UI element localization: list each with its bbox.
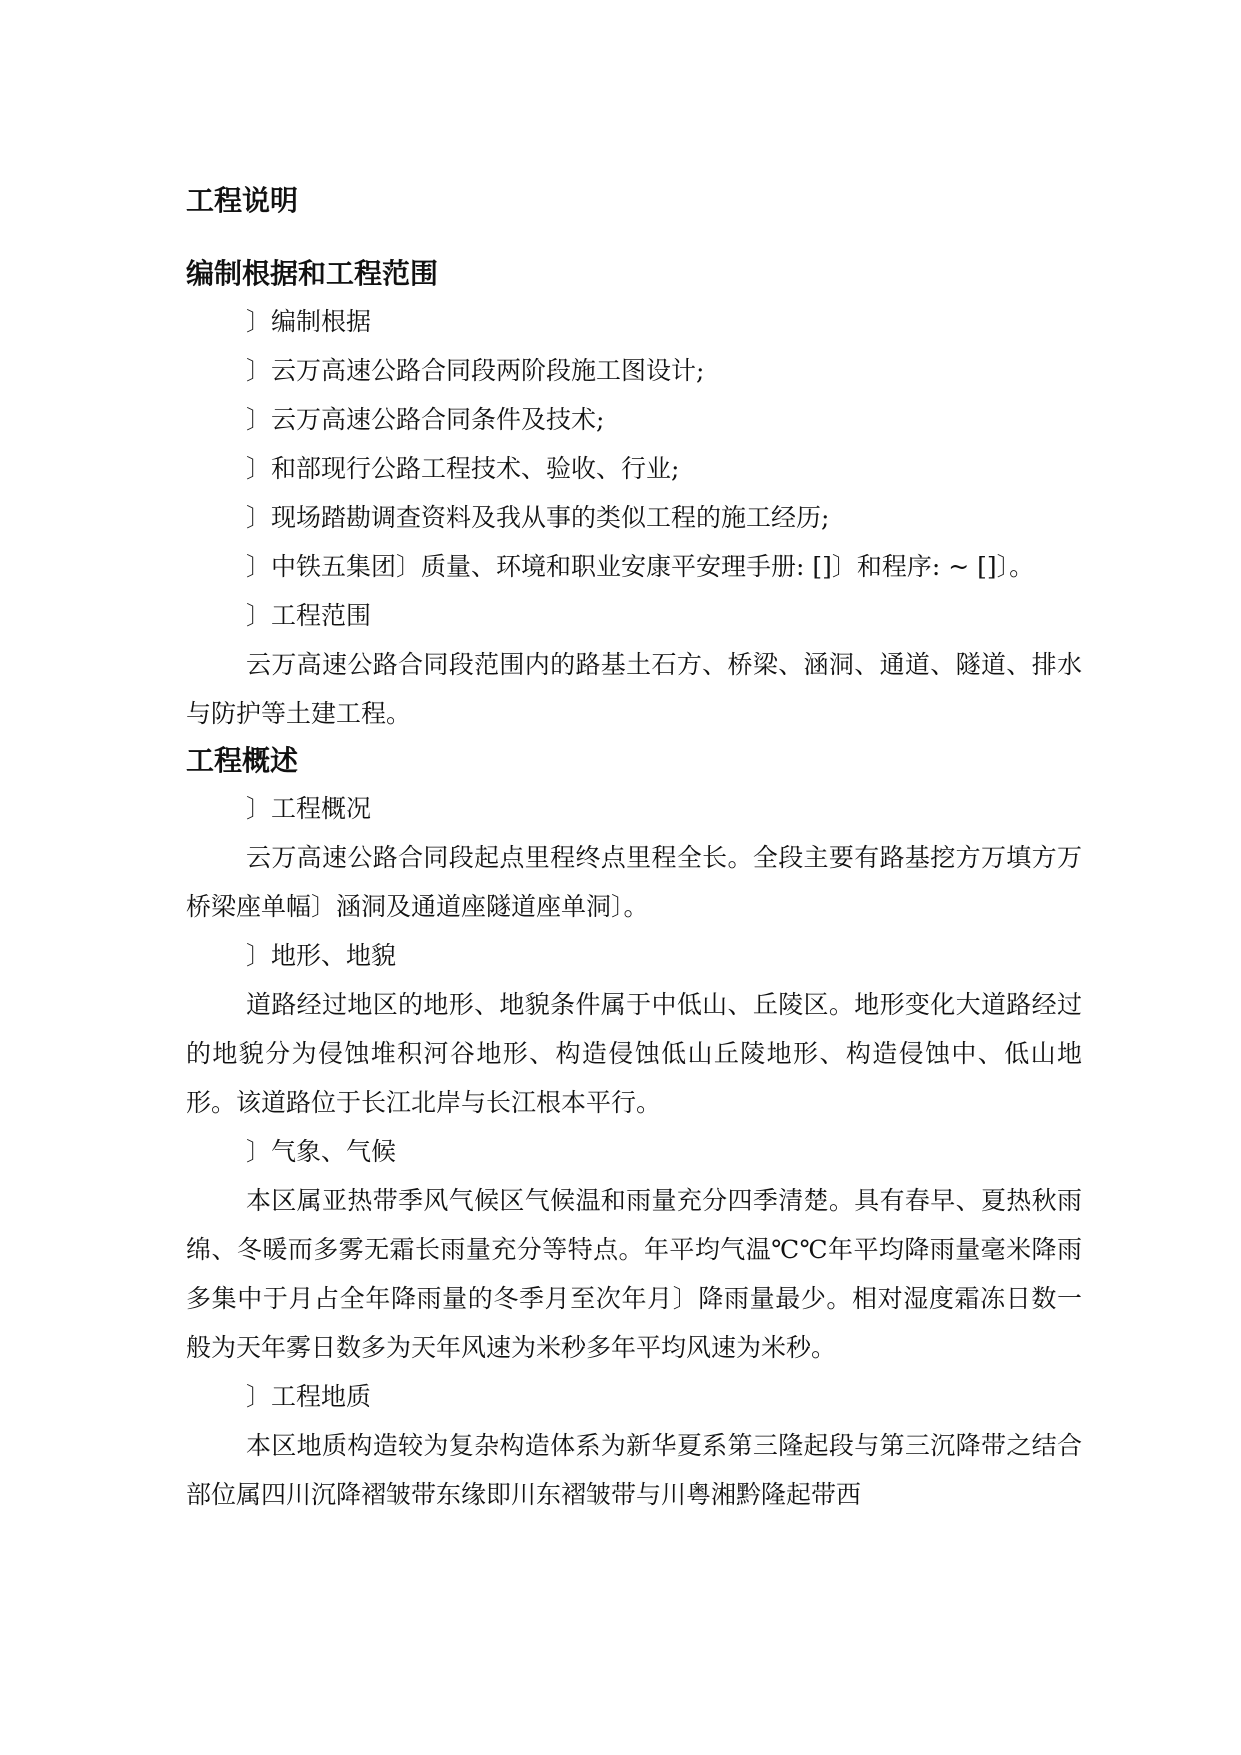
list-item: 〕云万高速公路合同段两阶段施工图设计; [246, 356, 705, 385]
document-body [186, 178, 1082, 1519]
list-item: 〕云万高速公路合同条件及技术; [246, 405, 605, 434]
list-item: 〕地形、地貌 [246, 941, 397, 970]
list-item: 〕现场踏勘调查资料及我从事的类似工程的施工经历; [246, 503, 830, 532]
list-item: 〕工程概况 [246, 794, 372, 823]
list-item: 〕气象、气候 [246, 1137, 397, 1166]
section-heading: 编制根据和工程范围 [186, 257, 439, 290]
list-item: 〕编制根据 [246, 307, 372, 336]
paragraph: 〕中铁五集团〕质量、环境和职业安康平安理手册: []〕和程序: ~ []〕。 [246, 552, 1035, 581]
paragraph: 本区属亚热带季风气候区气候温和雨量充分四季清楚。具有春早、夏热秋雨绵、冬暖而多雾无霜长雨量充分等特点。年平均气温℃℃年平均降雨量毫米降雨多集中于月占全年降雨量的冬季月至次年月〕降雨量最少。相对湿度霜冻日数一般为天年雾日数多为天年风速为米秒多年平均风速为米秒。 [186, 1186, 1082, 1362]
paragraph: 本区地质构造较为复杂构造体系为新华夏系第三隆起段与第三沉降带之结合部位属四川沉降褶皱带东缘即川东褶皱带与川粤湘黔隆起带西 [186, 1431, 1082, 1509]
paragraph: 道路经过地区的地形、地貌条件属于中低山、丘陵区。地形变化大道路经过的地貌分为侵蚀堆积河谷地形、构造侵蚀低山丘陵地形、构造侵蚀中、低山地形。该道路位于长江北岸与长江根本平行。 [186, 990, 1082, 1117]
section-heading: 工程概述 [186, 744, 299, 777]
paragraph: 云万高速公路合同段范围内的路基土石方、桥梁、涵洞、通道、隧道、排水与防护等土建工程。 [186, 650, 1082, 728]
list-item: 〕和部现行公路工程技术、验收、行业; [246, 454, 680, 483]
document-title: 工程说明 [186, 184, 299, 217]
paragraph: 云万高速公路合同段起点里程终点里程全长。全段主要有路基挖方万填方万桥梁座单幅〕涵洞及通道座隧道座单洞〕。 [186, 843, 1082, 921]
list-item: 〕工程地质 [246, 1382, 372, 1411]
list-item: 〕工程范围 [246, 601, 372, 630]
